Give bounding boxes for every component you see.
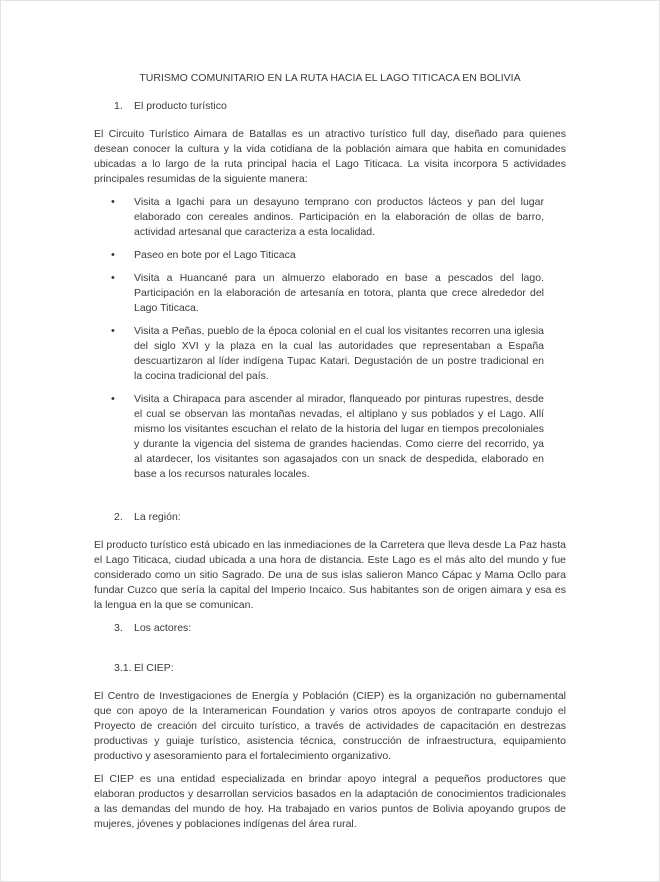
section-2-heading	[114, 510, 566, 525]
section-2-number: 2.	[114, 511, 123, 523]
bullet-icon: •	[111, 249, 115, 261]
section-1-heading-text: El producto turístico	[134, 100, 227, 112]
section-1-heading	[114, 99, 566, 114]
list-item	[94, 271, 566, 316]
list-item	[94, 392, 566, 482]
bullet-icon: •	[111, 196, 115, 208]
section-3-heading	[114, 621, 566, 636]
list-item-text: Visita a Chirapaca para ascender al mirador, flanqueado por pinturas rupestres, desde el cual se observan las montañas nevadas, el altiplano y sus poblados y el Lago. Allí mismo los visitantes escuchan el relato de la historia del lugar en tiempos precoloniales y durante la vigencia del sistema de grandes haciendas. Como cierre del recorrido, ya al atardecer, los visitantes son agasajados con un snack de despedida, elaborado en base a los recursos naturales locales.	[134, 393, 544, 480]
subsection-3-1-heading-text: El CIEP:	[134, 662, 174, 674]
section-2-paragraph: El producto turístico está ubicado en las inmediaciones de la Carretera que lleva desde La Paz hasta el Lago Titicaca, ciudad ubicada a una hora de distancia. Este Lago es el más alto del mundo y fue considerado como un sitio Sagrado. De una de sus islas salieron Manco Cápac y Mama Ocllo para fundar Cuzco que sería la capital del Imperio Incaico. Sus habitantes son de origen aimara y esa es la lengua en la que se comunican.	[94, 539, 566, 611]
list-item-text: Visita a Huancané para un almuerzo elaborado en base a pescados del lago. Participación en la elaboración de artesanía en totora, planta que crece alrededor del Lago Titicaca.	[134, 272, 544, 314]
subsection-3-1-paragraph-1: El Centro de Investigaciones de Energía y Población (CIEP) es la organización no gubernamental que con apoyo de la Interamerican Foundation y varios otros apoyos de contraparte condujo el Proyecto de creación del circuito turístico, a través de actividades de capacitación en destrezas productivas y guiaje turístico, asistencia técnica, construcción de infraestructura, equipamiento productivo y asesoramiento para el fortalecimiento organizativo.	[94, 690, 566, 762]
document-title: TURISMO COMUNITARIO EN LA RUTA HACIA EL LAGO TITICACA EN BOLIVIA	[139, 72, 521, 84]
list-item	[94, 248, 566, 263]
section-3-heading-text: Los actores:	[134, 622, 192, 634]
list-item	[94, 195, 566, 240]
section-3-number: 3.	[114, 622, 123, 634]
list-item-text: Visita a Igachi para un desayuno temprano con productos lácteos y pan del lugar elaborado con cereales andinos. Participación en la elaboración de ollas de barro, actividad artesanal que caracteriza a esta localidad.	[134, 196, 544, 238]
list-item	[94, 324, 566, 384]
subsection-3-1-paragraph-2: El CIEP es una entidad especializada en brindar apoyo integral a pequeños productores que elaboran productos y desarrollan servicios basados en la adaptación de conocimientos tradicionales a las demandas del mundo de hoy. Ha trabajado en varios puntos de Bolivia apoyando grupos de mujeres, jóvenes y poblaciones indígenas del área rural.	[94, 773, 566, 830]
list-item-text: Visita a Peñas, pueblo de la época colonial en el cual los visitantes recorren una iglesia del siglo XVI y la plaza en la cual las autoridades que representaban a España descuartizaron al líder indígena Tupac Katari. Degustación de un postre tradicional en la cocina tradicional del país.	[134, 325, 544, 382]
bullet-icon: •	[111, 325, 115, 337]
section-2-heading-text: La región:	[134, 511, 181, 523]
section-1-intro-paragraph: El Circuito Turístico Aimara de Batallas es un atractivo turístico full day, diseñado para quienes desean conocer la cultura y la vida cotidiana de la población aimara que habita en comunidades ubicadas a lo largo de la ruta principal hacia el Lago Titicaca. La visita incorpora 5 actividades principales resumidas de la siguiente manera:	[94, 128, 566, 185]
subsection-3-1-heading	[114, 661, 566, 676]
bullet-icon: •	[111, 393, 115, 405]
section-1-number: 1.	[114, 100, 123, 112]
activities-list	[94, 195, 566, 482]
bullet-icon: •	[111, 272, 115, 284]
list-item-text: Paseo en bote por el Lago Titicaca	[134, 249, 296, 261]
subsection-3-1-number: 3.1.	[114, 662, 132, 674]
